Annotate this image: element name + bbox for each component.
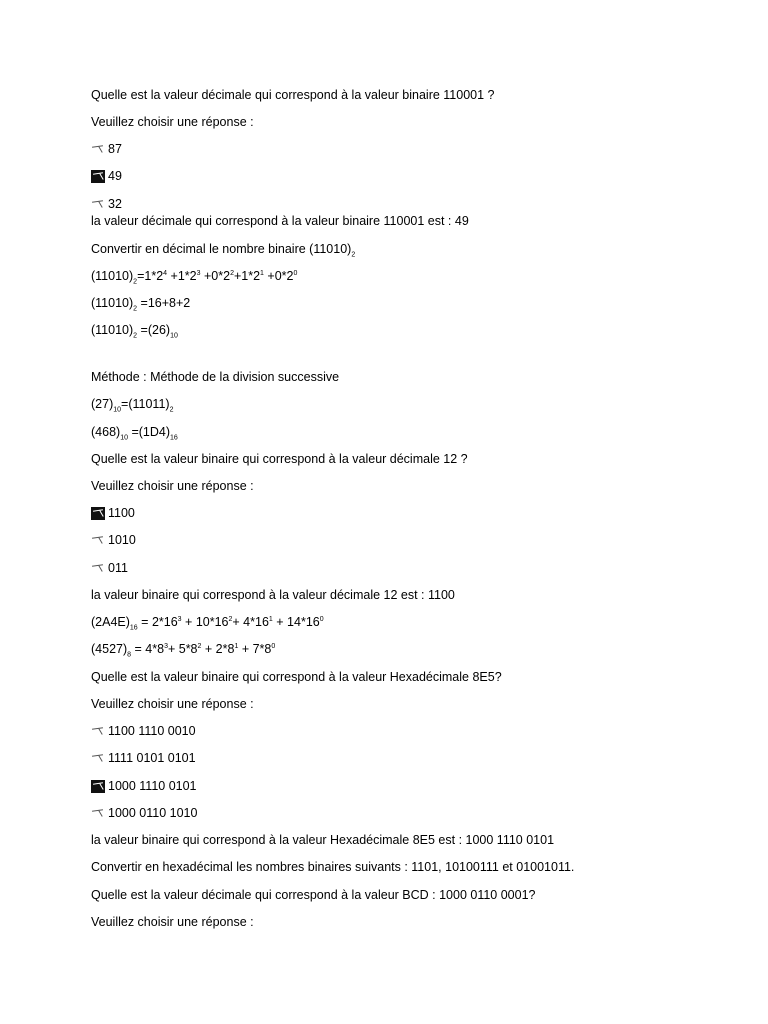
method-title: Méthode : Méthode de la division successive (91, 370, 340, 384)
radio-unchecked-icon[interactable] (91, 752, 105, 765)
radio-unchecked-icon[interactable] (91, 143, 105, 156)
option-label: 1100 1110 0010 (108, 724, 196, 738)
question-1-answer: la valeur décimale qui correspond à la valeur binaire 110001 est : 49 (91, 214, 469, 228)
question-3-option-1[interactable] (91, 723, 196, 739)
radio-checked-icon[interactable] (91, 507, 105, 520)
question-2-prompt: Veuillez choisir une réponse : (91, 479, 254, 493)
option-label: 49 (108, 169, 122, 183)
question-3-option-4[interactable] (91, 805, 197, 821)
radio-checked-icon[interactable] (91, 170, 105, 183)
question-2-option-1[interactable] (91, 505, 135, 521)
question-2-option-3[interactable] (91, 560, 128, 576)
radio-unchecked-icon[interactable] (91, 534, 105, 547)
conversion-1-equation-2: $(11010)_2 =16+8+2$ (91, 296, 191, 313)
question-4: Quelle est la valeur décimale qui correspond à la valeur BCD : 1000 0110 0001? (91, 888, 536, 902)
conversion-1-equation-3: $(11010)_2 =(26)_{10}$ (91, 323, 178, 340)
question-3: Quelle est la valeur binaire qui correspond à la valeur Hexadécimale 8E5? (91, 670, 502, 684)
method-equation-1: $(27)_{10}=(11011)_2$ (91, 397, 174, 414)
question-2: Quelle est la valeur binaire qui correspond à la valeur décimale 12 ? (91, 452, 468, 466)
question-1-option-1[interactable] (91, 141, 122, 157)
question-4-prompt: Veuillez choisir une réponse : (91, 915, 254, 929)
question-1: Quelle est la valeur décimale qui correspond à la valeur binaire 110001 ? (91, 88, 495, 102)
option-label: 1000 0110 1010 (108, 806, 198, 820)
question-1-option-3[interactable] (91, 196, 122, 212)
option-label: 1010 (108, 533, 136, 547)
conversion-1-equation-1: $(11010)_2=1*2^4 +1*2^3 +0*2^2+1*2^1 +0*2^0$ (91, 269, 298, 286)
radio-unchecked-icon[interactable] (91, 198, 105, 211)
conversion-1-title: Convertir en décimal le nombre binaire $(11010)_2$ (91, 242, 356, 259)
question-1-option-2[interactable] (91, 168, 122, 184)
question-3-answer: la valeur binaire qui correspond à la valeur Hexadécimale 8E5 est : 1000 1110 0101 (91, 833, 555, 847)
radio-unchecked-icon[interactable] (91, 562, 105, 575)
radio-unchecked-icon[interactable] (91, 725, 105, 738)
option-label: 1000 1110 0101 (108, 779, 197, 793)
radio-unchecked-icon[interactable] (91, 807, 105, 820)
option-label: 1100 (108, 506, 135, 520)
question-2-answer: la valeur binaire qui correspond à la valeur décimale 12 est : 1100 (91, 588, 455, 602)
conversion-2-instruction: Convertir en hexadécimal les nombres binaires suivants : 1101, 10100111 et 01001011. (91, 860, 575, 874)
expansion-equation-1: $(2A4E)_{16} = 2*16^3 + 10*16^2+ 4*16^1 + 14*16^0$ (91, 615, 324, 632)
option-label: 32 (108, 197, 122, 211)
question-2-option-2[interactable] (91, 532, 136, 548)
option-label: 011 (108, 561, 128, 575)
question-3-prompt: Veuillez choisir une réponse : (91, 697, 254, 711)
method-equation-2: $(468)_{10} =(1D4)_{16}$ (91, 425, 178, 442)
expansion-equation-2: $(4527)_8 = 4*8^3+ 5*8^2 + 2*8^1 + 7*8^0$ (91, 642, 276, 659)
option-label: 1111 0101 0101 (108, 751, 196, 765)
option-label: 87 (108, 142, 122, 156)
question-1-prompt: Veuillez choisir une réponse : (91, 115, 254, 129)
question-3-option-2[interactable] (91, 750, 196, 766)
question-3-option-3[interactable] (91, 778, 197, 794)
radio-checked-icon[interactable] (91, 780, 105, 793)
